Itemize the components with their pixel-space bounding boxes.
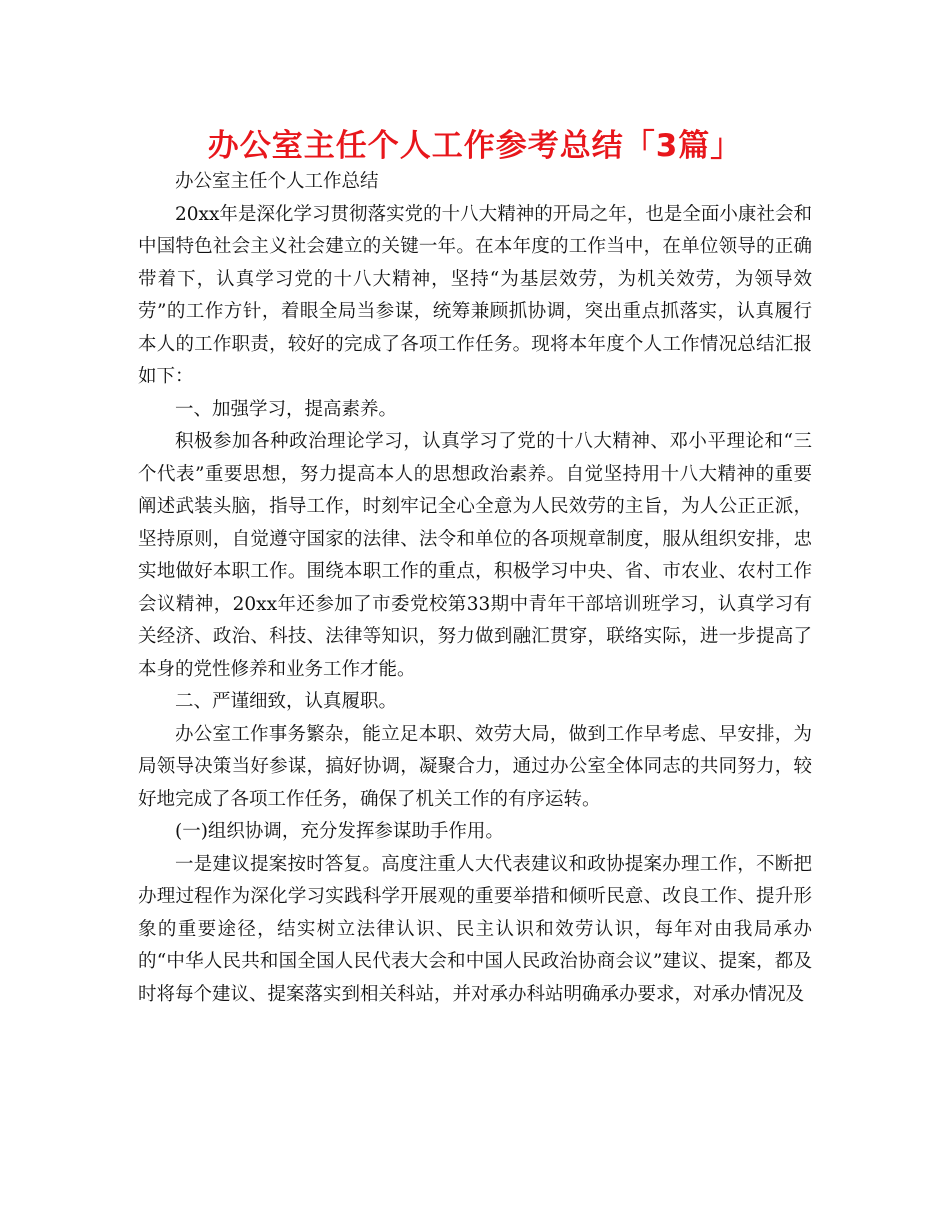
body-paragraph: 20xx年是深化学习贯彻落实党的十八大精神的开局之年，也是全面小康社会和中国特色社会主义社会建立的关键一年。在本年度的工作当中，在单位领导的正确带着下，认真学习党的十八大精神，坚持“为基层效劳，为机关效劳，为领导效劳”的工作方针，着眼全局当参谋，统筹兼顾抓协调，突出重点抓落实，认真履行本人的工作职责，较好的完成了各项工作任务。现将本年度个人工作情况总结汇报如下：	[138, 203, 812, 387]
subtitle-paragraph: 办公室主任个人工作总结	[175, 171, 379, 192]
body-paragraph: 积极参加各种政治理论学习，认真学习了党的十八大精神、邓小平理论和“三个代表”重要思想，努力提高本人的思想政治素养。自觉坚持用十八大精神的重要阐述武装头脑，指导工作，时刻牢记全心全意为人民效劳的主旨，为人公正正派，坚持原则，自觉遵守国家的法律、法令和单位的各项规章制度，服从组织安排，忠实地做好本职工作。围绕本职工作的重点，积极学习中央、省、市农业、农村工作会议精神，20xx年还参加了市委党校第33期中青年干部培训班学习，认真学习有关经济、政治、科技、法律等知识，努力做到融汇贯穿，联络实际，进一步提高了本身的党性修养和业务工作才能。	[138, 431, 812, 680]
document-body	[138, 166, 812, 1011]
document-title: 办公室主任个人工作参考总结「3篇」	[207, 128, 743, 164]
section-heading: 一、加强学习，提高素养。	[175, 398, 398, 420]
section-heading: 二、严谨细致，认真履职。	[175, 691, 398, 712]
body-paragraph: 办公室工作事务繁杂，能立足本职、效劳大局，做到工作早考虑、早安排，为局领导决策当好参谋，搞好协调，凝聚合力，通过办公室全体同志的共同努力，较好地完成了各项工作任务，确保了机关工作的有序运转。	[138, 723, 812, 810]
subsection-heading: (一)组织协调，充分发挥参谋助手作用。	[175, 821, 504, 842]
body-paragraph: 一是建议提案按时答复。高度注重人大代表建议和政协提案办理工作，不断把办理过程作为深化学习实践科学开展观的重要举措和倾听民意、改良工作、提升形象的重要途径，结实树立法律认识、民主认识和效劳认识，每年对由我局承办的“中华人民共和国全国人民代表大会和中国人民政治协商会议”建议、提案，都及时将每个建议、提案落实到相关科站，并对承办科站明确承办要求，对承办情况及	[138, 853, 812, 1005]
